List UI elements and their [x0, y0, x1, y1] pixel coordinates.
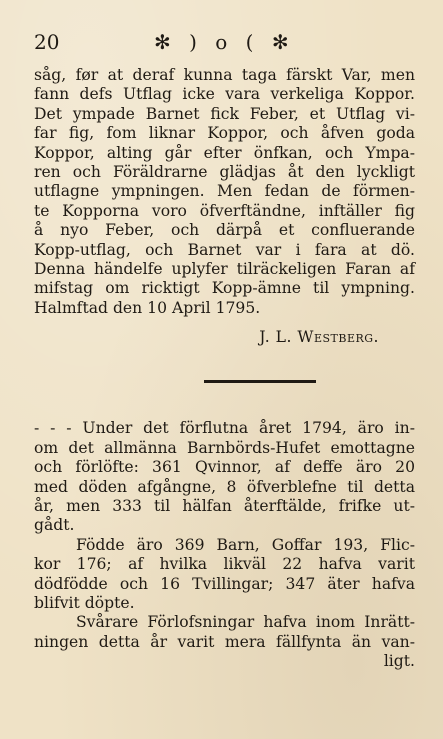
text-line: mifstag om ricktigt Kopp-ämne til ympning. [34, 279, 415, 298]
page-header [34, 30, 415, 60]
text-line: med döden afgångne, 8 öfverblefne til detta [34, 477, 415, 496]
text-line: Det ympade Barnet fick Feber, et Utflag vi- [34, 104, 415, 123]
text-line-dateline: Halmftad den 10 April 1795. [34, 298, 261, 317]
text-line: såg, før at deraf kunna taga färskt Var, men [34, 66, 415, 84]
text-line: Kopp-utflag, och Barnet var i fara at dö. [34, 240, 415, 259]
text-line: och förlöfte: 361 Qvinnor, af deffe äro 20 [34, 458, 415, 477]
text-line: dödfödde och 16 Tvillingar; 347 äter hafva [34, 574, 415, 593]
text-line: ligt. [383, 652, 415, 671]
text-line: Denna händelfe uplyfer tilräckeligen Faran af [34, 260, 415, 279]
text-line: Koppor, alting går efter önfkan, och Ympa- [34, 143, 415, 162]
paragraph-deliveries [34, 613, 415, 671]
text-line: - - - Under det förflutna året 1794, äro in- [34, 419, 415, 438]
text-line: kor 176; af hvilka likväl 22 hafva varit [34, 555, 415, 574]
text-line: far fig, fom liknar Koppor, och åfven goda [34, 124, 415, 143]
text-line: gådt. [34, 516, 75, 535]
text-line: ren och Föräldrarne glädjas åt den lyckligt [34, 163, 415, 182]
paragraph-birth-house [34, 419, 415, 535]
text-line: te Kopporna voro öfverftändne, inftäller fig [34, 201, 415, 220]
paragraph-births [34, 536, 415, 614]
text-line: om det allmänna Barnbörds-Hufet emottagne [34, 438, 415, 457]
header-ornament: ✻ ) o ( ✻ [154, 30, 295, 54]
text-line: Svårare Förlofsningar hafva inom Inrätt- [76, 613, 415, 632]
author-signature [34, 328, 415, 346]
page-number: 20 [34, 30, 60, 54]
paragraph-report [34, 66, 415, 318]
text-line: å nyo Feber, och därpå et confluerande [34, 221, 415, 240]
text-line: utflagne ympningen. Men fedan de förmen- [34, 182, 415, 201]
text-line: fann defs Utflag icke vara verkeliga Koppor. [34, 85, 415, 104]
text-line: år, men 333 til hälfan återftälde, frifke ut- [34, 496, 415, 515]
text-line: ningen detta år varit mera fällfynta än van- [34, 632, 415, 651]
text-line: Födde äro 369 Barn, Goffar 193, Flic- [76, 535, 415, 554]
section-divider [204, 380, 316, 383]
text-line: blifvit döpte. [34, 593, 135, 612]
signature-text: J. L. Westberg. [259, 328, 379, 347]
